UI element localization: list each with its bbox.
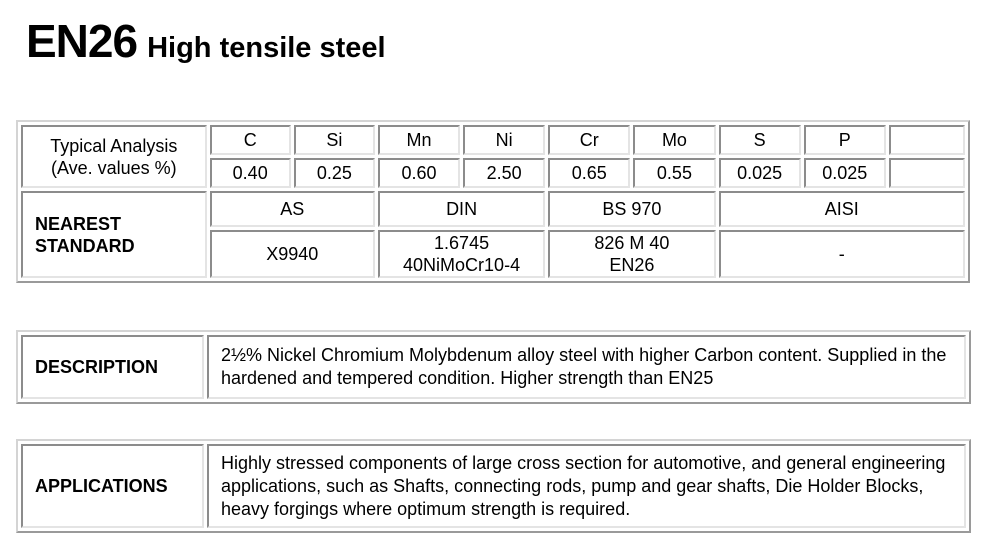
steel-code: EN26 [26, 15, 138, 67]
applications-text: Highly stressed components of large cross section for automotive, and general engineering applications, such as Shafts, connecting rods, pump and gear shafts, Die Holder Blocks, heavy forgings where optimum strength is required. [207, 444, 966, 528]
standard-din-header: DIN [378, 191, 545, 227]
standard-bs-value [548, 230, 715, 278]
ave-values-text: (Ave. values %) [50, 157, 177, 178]
standard-as-header: AS [210, 191, 375, 227]
element-row [21, 125, 965, 155]
standard-din-value [378, 230, 545, 278]
applications-row [21, 444, 966, 528]
description-table [16, 330, 971, 404]
description-text: 2½% Nickel Chromium Molybdenum alloy steel with higher Carbon content. Supplied in the hardened and tempered condition. Higher strength than EN25 [207, 335, 966, 399]
element-mn: Mn [378, 125, 460, 155]
value-mo: 0.55 [633, 158, 715, 188]
bs-number: 826 M 40 [594, 233, 670, 253]
din-designation: 40NiMoCr10-4 [403, 255, 521, 275]
steel-subtitle: High tensile steel [147, 32, 386, 64]
value-p: 0.025 [804, 158, 886, 188]
element-cr: Cr [548, 125, 630, 155]
page-title [26, 14, 386, 68]
value-mn: 0.60 [378, 158, 460, 188]
applications-label: APPLICATIONS [21, 444, 204, 528]
standard-as-value: X9940 [210, 230, 375, 278]
standard-text: STANDARD [35, 235, 135, 256]
value-c: 0.40 [210, 158, 291, 188]
element-empty [889, 125, 965, 155]
bs-designation: EN26 [609, 255, 655, 275]
element-mo: Mo [633, 125, 715, 155]
typical-analysis-label [21, 125, 207, 188]
element-p: P [804, 125, 886, 155]
din-number: 1.6745 [434, 233, 490, 253]
value-s: 0.025 [719, 158, 801, 188]
element-c: C [210, 125, 291, 155]
nearest-text: NEAREST [35, 213, 122, 234]
element-s: S [719, 125, 801, 155]
nearest-standard-label [21, 191, 207, 278]
standard-header-row [21, 191, 965, 227]
value-cr: 0.65 [548, 158, 630, 188]
description-label: DESCRIPTION [21, 335, 204, 399]
standard-aisi-header: AISI [719, 191, 965, 227]
value-empty [889, 158, 965, 188]
standard-bs-header: BS 970 [548, 191, 715, 227]
description-row [21, 335, 966, 399]
standard-aisi-value: - [719, 230, 965, 278]
element-ni: Ni [463, 125, 545, 155]
applications-table [16, 439, 971, 533]
value-si: 0.25 [294, 158, 375, 188]
element-si: Si [294, 125, 375, 155]
typical-analysis-text: Typical Analysis [50, 135, 178, 156]
value-ni: 2.50 [463, 158, 545, 188]
spec-table [16, 120, 970, 283]
